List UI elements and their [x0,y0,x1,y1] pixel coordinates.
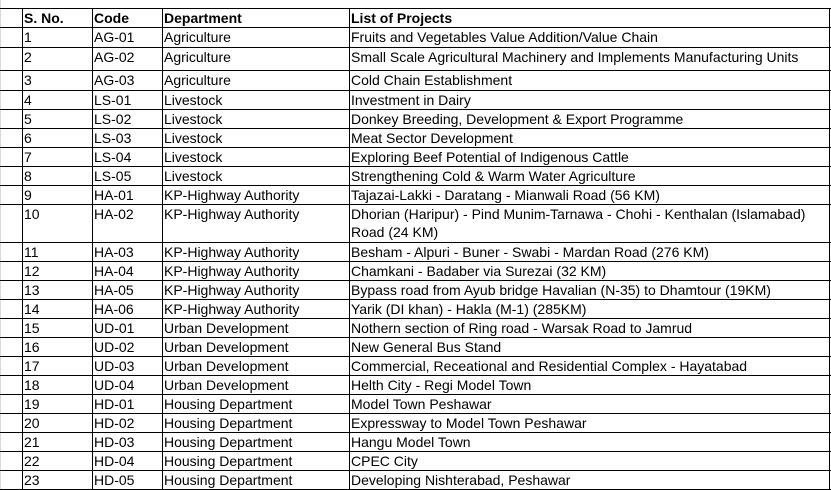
table-row [0,28,831,48]
code-cell[interactable]: UD-02 [94,339,135,355]
table-row [0,110,831,129]
department-cell[interactable]: Housing Department [164,472,293,488]
project-cell[interactable]: Commercial, Receational and Residential Complex - Hayatabad [351,358,748,374]
sno-cell[interactable]: 4 [24,92,32,108]
table-row [0,91,831,110]
sno-cell[interactable]: 18 [24,377,40,393]
sno-cell[interactable]: 21 [24,434,40,450]
project-cell[interactable]: Model Town Peshawar [351,396,492,412]
project-cell[interactable]: Nothern section of Ring road - Warsak Road to Jamrud [351,320,693,336]
sno-cell[interactable]: 22 [24,453,40,469]
sno-cell[interactable]: 10 [24,206,40,222]
table-row [0,243,831,262]
sno-cell[interactable]: 14 [24,301,40,317]
header-sno[interactable]: S. No. [24,10,64,26]
table-row [0,262,831,281]
sno-cell[interactable]: 15 [24,320,40,336]
department-cell[interactable]: Housing Department [164,396,293,412]
table-row [0,414,831,433]
code-cell[interactable]: LS-03 [94,130,132,146]
project-cell[interactable]: Donkey Breeding, Development & Export Programme [351,111,684,127]
code-cell[interactable]: LS-05 [94,168,132,184]
department-cell[interactable]: Urban Development [164,320,289,336]
sno-cell[interactable]: 3 [24,72,32,88]
code-cell[interactable]: LS-02 [94,111,132,127]
code-cell[interactable]: AG-02 [94,49,135,65]
project-cell[interactable]: Meat Sector Development [351,130,513,146]
project-cell[interactable]: Exploring Beef Potential of Indigenous Cattle [351,149,629,165]
code-cell[interactable]: HD-05 [94,472,135,488]
code-cell[interactable]: UD-04 [94,377,135,393]
sno-cell[interactable]: 6 [24,130,32,146]
code-cell[interactable]: HD-04 [94,453,135,469]
project-cell[interactable]: Tajazai-Lakki - Daratang - Mianwali Road (56 KM) [351,187,660,203]
code-cell[interactable]: HD-02 [94,415,135,431]
code-cell[interactable]: HD-01 [94,396,135,412]
department-cell[interactable]: Urban Development [164,358,289,374]
code-cell[interactable]: LS-04 [94,149,132,165]
table-row [0,471,831,490]
project-cell[interactable]: Yarik (DI khan) - Hakla (M-1) (285KM) [351,301,587,317]
department-cell[interactable]: Agriculture [164,29,231,45]
sno-cell[interactable]: 19 [24,396,40,412]
header-code[interactable]: Code [94,10,129,26]
header-row [0,8,831,28]
code-cell[interactable]: HA-03 [94,244,134,260]
code-cell[interactable]: LS-01 [94,92,132,108]
table-row [0,167,831,186]
project-cell[interactable]: Bypass road from Ayub bridge Havalian (N-35) to Dhamtour (19KM) [351,282,771,298]
department-cell[interactable]: Agriculture [164,49,231,65]
department-cell[interactable]: Urban Development [164,377,289,393]
department-cell[interactable]: Livestock [164,130,223,146]
project-cell[interactable]: Expressway to Model Town Peshawar [351,415,587,431]
table-row [0,452,831,471]
sno-cell[interactable]: 2 [24,49,32,65]
project-cell[interactable]: Small Scale Agricultural Machinery and Implements Manufacturing Units [351,49,799,65]
project-cell[interactable]: Besham - Alpuri - Buner - Swabi - Mardan Road (276 KM) [351,244,709,260]
table-row [0,205,831,243]
sno-cell[interactable]: 23 [24,472,40,488]
table-row [0,186,831,205]
table-row [0,300,831,319]
department-cell[interactable]: Agriculture [164,72,231,88]
code-cell[interactable]: HA-02 [94,206,134,222]
sno-cell[interactable]: 9 [24,187,32,203]
department-cell[interactable]: Housing Department [164,415,293,431]
department-cell[interactable]: KP-Highway Authority [164,206,300,222]
department-cell[interactable]: KP-Highway Authority [164,301,300,317]
sno-cell[interactable]: 13 [24,282,40,298]
table-row [0,71,831,91]
sno-cell[interactable]: 7 [24,149,32,165]
table-row [0,48,831,71]
project-cell[interactable]: Hangu Model Town [351,434,471,450]
department-cell[interactable]: Urban Development [164,339,289,355]
project-cell[interactable]: Helth City - Regi Model Town [351,377,532,393]
code-cell[interactable]: HA-05 [94,282,134,298]
department-cell[interactable]: Livestock [164,111,223,127]
sno-cell[interactable]: 8 [24,168,32,184]
sno-cell[interactable]: 16 [24,339,40,355]
table-row [0,129,831,148]
department-cell[interactable]: Housing Department [164,434,293,450]
department-cell[interactable]: Livestock [164,92,223,108]
table-row [0,148,831,167]
department-cell[interactable]: KP-Highway Authority [164,244,300,260]
header-department[interactable]: Department [164,10,242,26]
project-cell[interactable]: New General Bus Stand [351,339,502,355]
sno-cell[interactable]: 11 [24,244,39,260]
department-cell[interactable]: Livestock [164,149,223,165]
table-row [0,433,831,452]
code-cell[interactable]: HA-04 [94,263,134,279]
sno-cell[interactable]: 20 [24,415,40,431]
project-cell[interactable]: Investment in Dairy [351,92,471,108]
sno-cell[interactable]: 1 [24,29,32,45]
department-cell[interactable]: Livestock [164,168,223,184]
sno-cell[interactable]: 5 [24,111,32,127]
project-cell[interactable]: Developing Nishterabad, Peshawar [351,472,571,488]
code-cell[interactable]: AG-01 [94,29,135,45]
department-cell[interactable]: Housing Department [164,453,293,469]
project-cell[interactable]: CPEC City [351,453,418,469]
code-cell[interactable]: HA-01 [94,187,134,203]
sno-cell[interactable]: 12 [24,263,40,279]
code-cell[interactable]: AG-03 [94,72,135,88]
table-row [0,338,831,357]
table-row [0,319,831,338]
project-cell[interactable]: Fruits and Vegetables Value Addition/Value Chain [351,29,658,45]
header-projects[interactable]: List of Projects [351,10,453,26]
table-row [0,395,831,414]
code-cell[interactable]: UD-03 [94,358,135,374]
department-cell[interactable]: KP-Highway Authority [164,187,300,203]
table-row [0,281,831,300]
table-row [0,376,831,395]
project-cell[interactable]: Strengthening Cold & Warm Water Agriculture [351,168,636,184]
department-cell[interactable]: KP-Highway Authority [164,282,300,298]
code-cell[interactable]: HD-03 [94,434,135,450]
code-cell[interactable]: UD-01 [94,320,135,336]
department-cell[interactable]: KP-Highway Authority [164,263,300,279]
code-cell[interactable]: HA-06 [94,301,134,317]
project-cell[interactable]: Cold Chain Establishment [351,72,513,88]
project-cell[interactable]: Dhorian (Haripur) - Pind Munim-Tarnawa - Chohi - Kenthalan (Islamabad) Road (24 KM) [351,206,806,240]
sno-cell[interactable]: 17 [24,358,40,374]
table-row [0,357,831,376]
project-cell[interactable]: Chamkani - Badaber via Surezai (32 KM) [351,263,607,279]
